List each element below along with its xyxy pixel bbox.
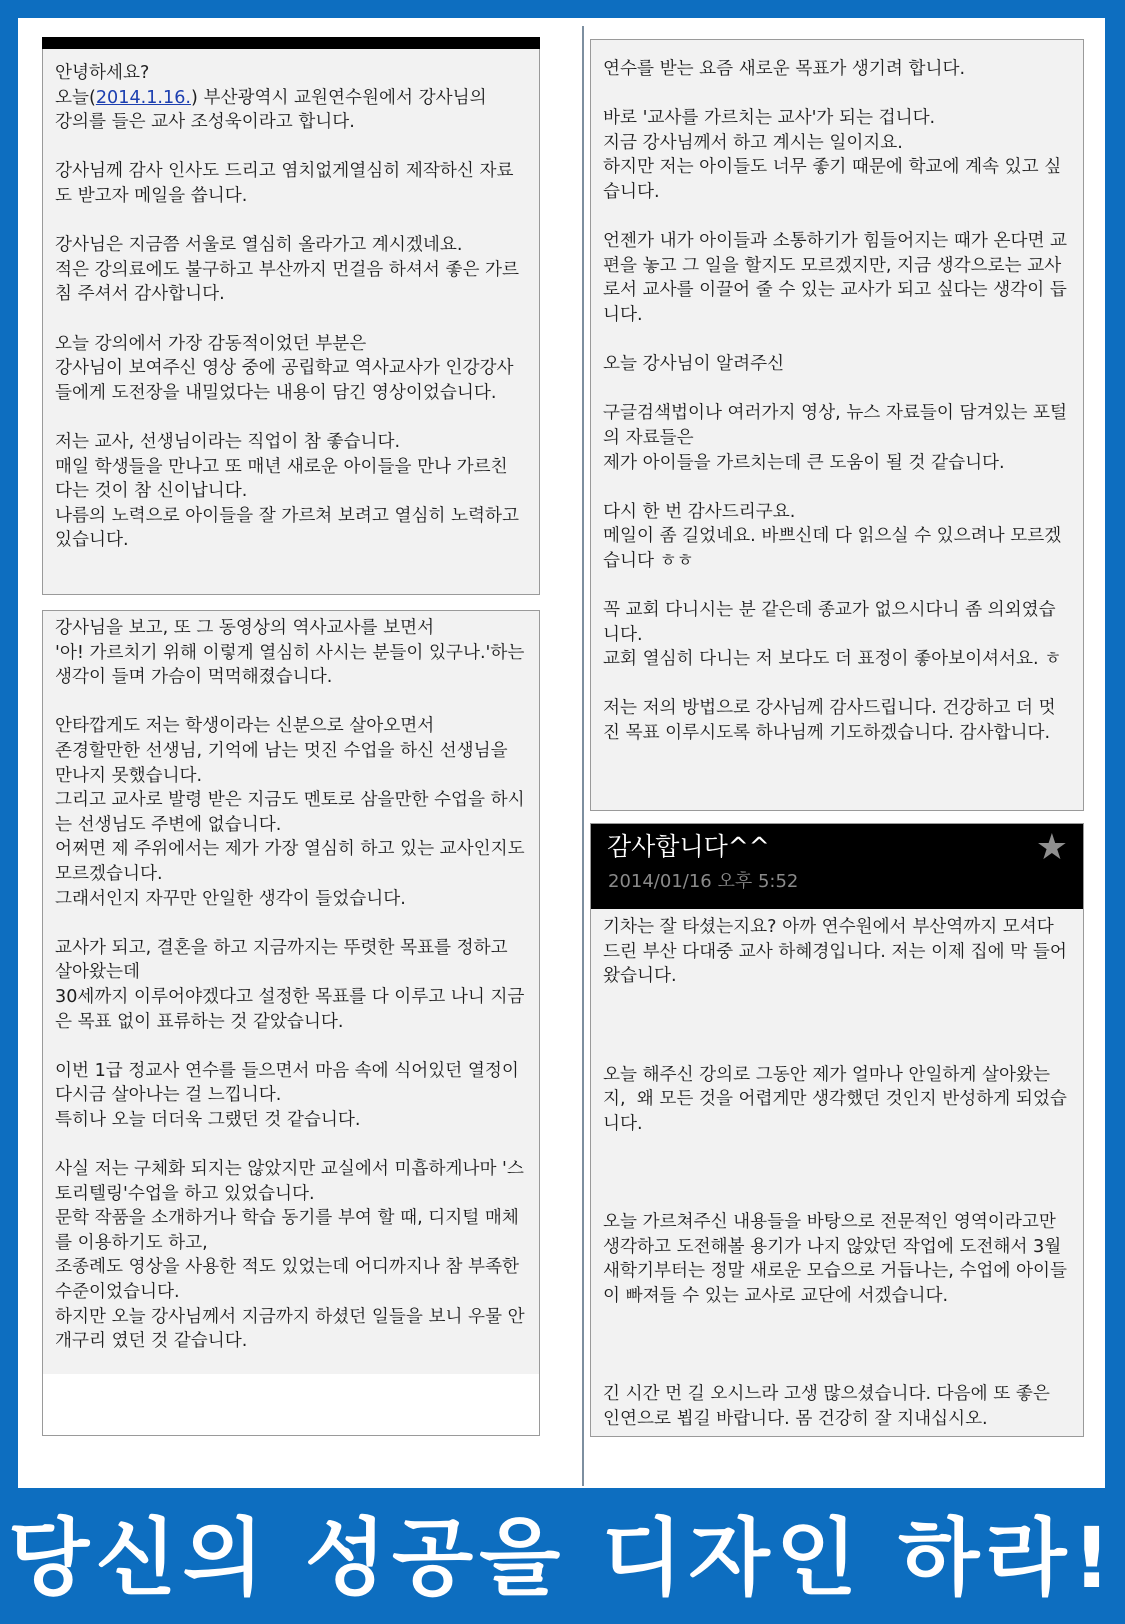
letter-line: 교회 열심히 다니는 저 보다도 더 표정이 좋아보이셔서요. ㅎ xyxy=(603,649,1062,670)
letter-line: 제가 아이들을 가르치는데 큰 도움이 될 것 같습니다. xyxy=(603,452,1005,473)
letter-line: 문학 작품을 소개하거나 학습 동기를 부여 할 때, 디지털 매체를 이용하기도 하고, xyxy=(55,1208,519,1253)
letter-line: 강사님을 보고, 또 그 동영상의 역사교사를 보면서 xyxy=(55,618,435,638)
letter-line: 교사가 되고, 결혼을 하고 지금까지는 뚜렷한 목표를 정하고 살아왔는데 xyxy=(55,937,514,983)
letter-line: 나름의 노력으로 아이들을 잘 가르쳐 보려고 열심히 노력하고 있습니다. xyxy=(55,505,525,551)
letter-card-1 xyxy=(42,37,540,595)
star-icon[interactable]: ★ xyxy=(1035,827,1068,868)
letter-line: 오늘 가르쳐주신 내용들을 바탕으로 전문적인 영역이라고만 생각하고 도전해볼 용기가 나지 않았던 작업에 도전해서 3월 새학기부터는 정말 새로운 모습으로 거듭나는, 수업에 아이들이 빠져들 수 있는 교사로 교단에 서겠습니다. xyxy=(603,1212,1068,1306)
letter-line: 강의를 들은 교사 조성욱이라고 합니다. xyxy=(55,112,355,133)
page-sheet xyxy=(18,18,1105,1488)
letter-line: 하지만 오늘 강사님께서 지금까지 하셨던 일들을 보니 우물 안 개구리 였던 것 같습니다. xyxy=(55,1306,531,1352)
letter-line: 특히나 오늘 더더욱 그랬던 것 같습니다. xyxy=(55,1109,361,1130)
letter-line: 적은 강의료에도 불구하고 부산까지 먼걸음 하셔서 좋은 가르침 주셔서 감사합니다. xyxy=(55,259,520,305)
text-span: ) 부산광역시 교원연수원에서 강사님의 xyxy=(191,87,487,108)
letter-line: 저는 교사, 선생님이라는 직업이 참 좋습니다. xyxy=(55,431,401,452)
letter-line: 매일 학생들을 만나고 또 매년 새로운 아이들을 만나 가르친 다는 것이 참 신이납니다. xyxy=(55,456,514,502)
letter-line: 구글검색법이나 여러가지 영상, 뉴스 자료들이 담겨있는 포털의 자료들은 xyxy=(603,403,1068,448)
letter-line: 연수를 받는 요즘 새로운 목표가 생기려 합니다. xyxy=(603,59,966,79)
letter-line: 존경할만한 선생님, 기억에 남는 멋진 수업을 하신 선생님을 만나지 못했습니다. xyxy=(55,740,514,786)
message-title: 감사합니다^^ xyxy=(607,832,770,861)
letter-line: 안타깝게도 저는 학생이라는 신분으로 살아오면서 xyxy=(55,716,435,737)
letter-line: 이번 1급 정교사 연수를 들으면서 마음 속에 식어있던 열정이 다시금 살아나는 걸 느낍니다. xyxy=(55,1060,525,1106)
letter-line xyxy=(55,86,527,111)
date-link[interactable]: 2014.1.16. xyxy=(95,87,191,108)
letter-line: 그래서인지 자꾸만 안일한 생각이 들었습니다. xyxy=(55,888,406,909)
letter-line: 오늘 강사님이 알려주신 xyxy=(603,354,785,375)
letter-line: 꼭 교회 다니시는 분 같은데 종교가 없으시다니 좀 의외였습니다. xyxy=(603,600,1056,645)
letter-line: 그리고 교사로 발령 받은 지금도 멘토로 삼을만한 수업을 하시는 선생님도 주변에 없습니다. xyxy=(55,790,525,835)
letter-line: 사실 저는 구체화 되지는 않았지만 교실에서 미흡하게나마 '스토리텔링'수업을 하고 있었습니다. xyxy=(55,1159,524,1204)
letter-line: '아! 가르치기 위해 이렇게 열심히 사시는 분들이 있구나.'하는 생각이 들며 가슴이 먹먹해졌습니다. xyxy=(55,642,530,688)
letter-card-3 xyxy=(590,39,1084,811)
letter-line: 지금 강사님께서 하고 계시는 일이지요. xyxy=(603,132,903,153)
letter-line: 조종례도 영상을 사용한 적도 있었는데 어디까지나 참 부족한 수준이었습니다. xyxy=(55,1257,525,1303)
column-divider xyxy=(582,26,584,1486)
letter-line: 기차는 잘 타셨는지요? 아까 연수원에서 부산역까지 모셔다 드린 부산 다대중 교사 하혜경입니다. 저는 이제 집에 막 들어왔습니다. xyxy=(603,917,1067,987)
letter-line: 어쩌면 제 주위에서는 제가 가장 열심히 하고 있는 교사인지도 모르겠습니다. xyxy=(55,839,531,884)
slogan-banner: 당신의 성공을 디자인 하라! xyxy=(8,1509,1117,1607)
letter-line: 강사님이 보여주신 영상 중에 공립학교 역사교사가 인강강사들에게 도전장을 내밀었다는 내용이 담긴 영상이었습니다. xyxy=(55,358,514,403)
letter-line: 다시 한 번 감사드리구요. xyxy=(603,501,796,522)
letter-line: 저는 저의 방법으로 강사님께 감사드립니다. 건강하고 더 멋진 목표 이루시도록 하나님께 기도하겠습니다. 감사합니다. xyxy=(603,698,1056,744)
letter-line: 바로 '교사를 가르치는 교사'가 되는 겁니다. xyxy=(603,108,936,129)
letter-line: 오늘 해주신 강의로 그동안 제가 얼마나 안일하게 살아왔는지, 왜 모든 것을 어렵게만 생각했던 것인지 반성하게 되었습니다. xyxy=(603,1064,1067,1134)
letter-line: 오늘 강의에서 가장 감동적이었던 부분은 xyxy=(55,333,367,354)
letter-card-4 xyxy=(590,823,1084,1437)
card-top-bar xyxy=(42,37,540,49)
letter-line: 안녕하세요? xyxy=(55,63,150,83)
message-date: 2014/01/16 오후 5:52 xyxy=(608,871,799,892)
letter-line: 강사님은 지금쯤 서울로 열심히 올라가고 계시겠네요. xyxy=(55,235,463,256)
letter-line: 메일이 좀 길었네요. 바쁘신데 다 읽으실 수 있으려나 모르겠습니다 ㅎㅎ xyxy=(603,526,1062,571)
letter-line: 하지만 저는 아이들도 너무 좋기 때문에 학교에 계속 있고 싶습니다. xyxy=(603,157,1062,202)
message-header xyxy=(591,824,1083,909)
letter-line: 30세까지 이루어야겠다고 설정한 목표를 다 이루고 나니 지금은 목표 없이 표류하는 것 같았습니다. xyxy=(55,986,525,1032)
text-span: 오늘( xyxy=(55,87,96,108)
letter-line: 언젠가 내가 아이들과 소통하기가 힘들어지는 때가 온다면 교편을 놓고 그 일을 할지도 모르겠지만, 지금 생각으로는 교사로서 교사를 이끌어 줄 수 있는 교사가 되고 싶다는 생각이 듭니다. xyxy=(603,231,1068,325)
letter-line: 긴 시간 먼 길 오시느라 고생 많으셨습니다. 다음에 또 좋은 인연으로 뵙길 바랍니다. 몸 건강히 잘 지내십시오. xyxy=(603,1384,1056,1429)
letter-line: 강사님께 감사 인사도 드리고 염치없게열심히 제작하신 자료도 받고자 메일을 씁니다. xyxy=(55,161,514,206)
letter-card-2 xyxy=(42,610,540,1436)
